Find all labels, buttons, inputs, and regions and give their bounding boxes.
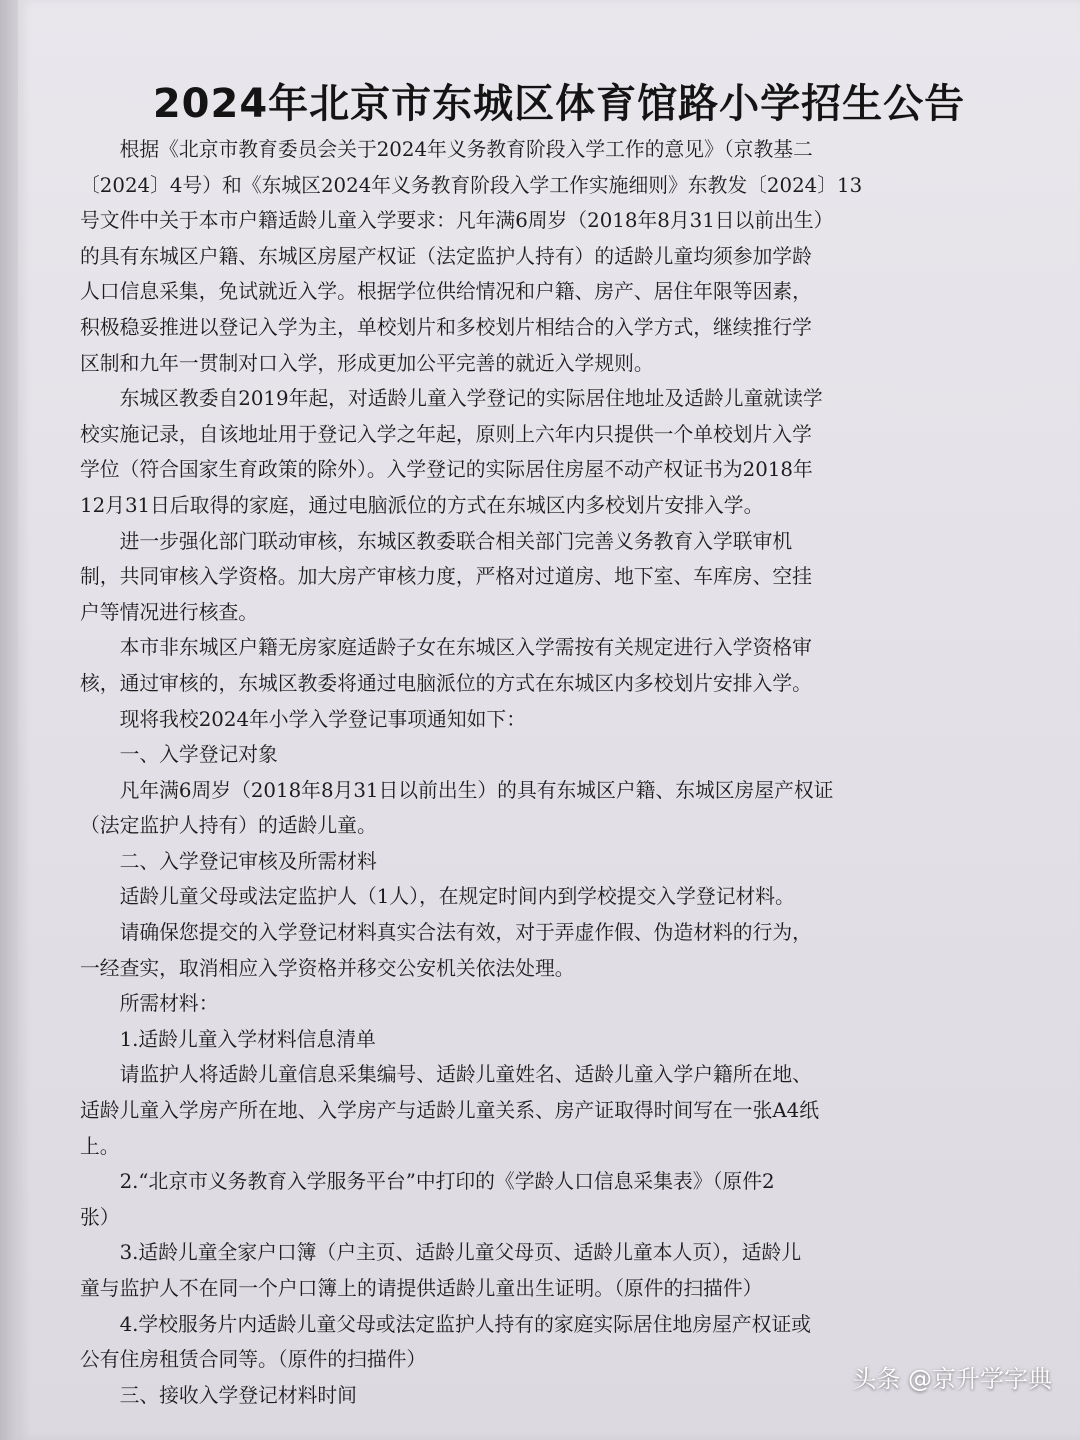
body-line: 户等情况进行核查。 <box>80 600 259 624</box>
document-title: 2024年北京市东城区体育馆路小学招生公告 <box>152 81 966 127</box>
body-line: 本市非东城区户籍无房家庭适龄子女在东城区入学需按有关规定进行入学资格审 <box>80 636 812 660</box>
watermark: 头条 @京升学字典 <box>852 1365 1052 1393</box>
body-line: 公有住房租赁合同等。（原件的扫描件） <box>80 1348 427 1372</box>
paper-edge <box>0 0 18 1440</box>
body-line: 现将我校2024年小学入学登记事项通知如下： <box>80 707 526 731</box>
body-line: 凡年满6周岁（2018年8月31日以前出生）的具有东城区户籍、东城区房屋产权证 <box>80 778 834 802</box>
body-line: 请监护人将适龄儿童信息采集编号、适龄儿童姓名、适龄儿童入学户籍所在地、 <box>80 1063 812 1087</box>
list-item: 3.适龄儿童全家户口簿（户主页、适龄儿童父母页、适龄儿童本人页），适龄儿 <box>80 1241 802 1265</box>
body-line: （法定监护人持有）的适龄儿童。 <box>80 814 377 838</box>
document-page <box>18 0 1080 1440</box>
body-line: 上。 <box>80 1134 120 1158</box>
body-line: 请确保您提交的入学登记材料真实合法有效，对于弄虚作假、伪造材料的行为， <box>80 921 812 945</box>
body-line: 东城区教委自2019年起，对适龄儿童入学登记的实际居住地址及适龄儿童就读学 <box>80 387 823 411</box>
section-heading: 二、入学登记审核及所需材料 <box>80 849 377 873</box>
section-heading: 一、入学登记对象 <box>80 743 278 767</box>
body-line: 张） <box>80 1205 120 1229</box>
body-line: 12月31日后取得的家庭，通过电脑派位的方式在东城区内多校划片安排入学。 <box>80 493 764 517</box>
body-line: 所需材料： <box>80 992 219 1016</box>
body-line: 童与监护人不在同一个户口簿上的请提供适龄儿童出生证明。（原件的扫描件） <box>80 1277 763 1300</box>
body-line: 进一步强化部门联动审核，东城区教委联合相关部门完善义务教育入学联审机 <box>80 529 793 553</box>
list-item: 2.“北京市义务教育入学服务平台”中打印的《学龄人口信息采集表》（原件2 <box>80 1170 775 1194</box>
body-line: 的具有东城区户籍、东城区房屋产权证（法定监护人持有）的适龄儿童均须参加学龄 <box>80 244 812 268</box>
body-line: 人口信息采集，免试就近入学。根据学位供给情况和户籍、房产、居住年限等因素， <box>80 280 812 304</box>
body-line: 号文件中关于本市户籍适龄儿童入学要求：凡年满6周岁（2018年8月31日以前出生） <box>80 209 834 233</box>
list-item: 1.适龄儿童入学材料信息清单 <box>80 1027 376 1051</box>
section-heading: 三、接收入学登记材料时间 <box>80 1383 357 1407</box>
body-line: 适龄儿童入学房产所在地、入学房产与适龄儿童关系、房产证取得时间写在一张A4纸 <box>80 1099 819 1123</box>
body-line: 学位（符合国家生育政策的除外）。入学登记的实际居住房屋不动产权证书为2018年 <box>80 458 813 482</box>
body-line: 〔2024〕4号）和《东城区2024年义务教育阶段入学工作实施细则》东教发〔2024〕13 <box>80 173 863 197</box>
body-line: 制，共同审核入学资格。加大房产审核力度，严格对过道房、地下室、车库房、空挂 <box>80 565 812 589</box>
body-line: 根据《北京市教育委员会关于2024年义务教育阶段入学工作的意见》（京教基二 <box>80 138 813 161</box>
body-line: 一经查实，取消相应入学资格并移交公安机关依法处理。 <box>80 956 575 980</box>
body-line: 适龄儿童父母或法定监护人（1人），在规定时间内到学校提交入学登记材料。 <box>80 885 795 909</box>
body-line: 区制和九年一贯制对口入学，形成更加公平完善的就近入学规则。 <box>80 351 654 375</box>
body-line: 积极稳妥推进以登记入学为主，单校划片和多校划片相结合的入学方式，继续推行学 <box>80 315 812 339</box>
body-line: 核，通过审核的，东城区教委将通过电脑派位的方式在东城区内多校划片安排入学。 <box>80 671 812 695</box>
document-body <box>80 132 1040 1413</box>
list-item: 4.学校服务片内适龄儿童父母或法定监护人持有的家庭实际居住地房屋产权证或 <box>80 1312 812 1336</box>
body-line: 校实施记录，自该地址用于登记入学之年起，原则上六年内只提供一个单校划片入学 <box>80 422 812 446</box>
